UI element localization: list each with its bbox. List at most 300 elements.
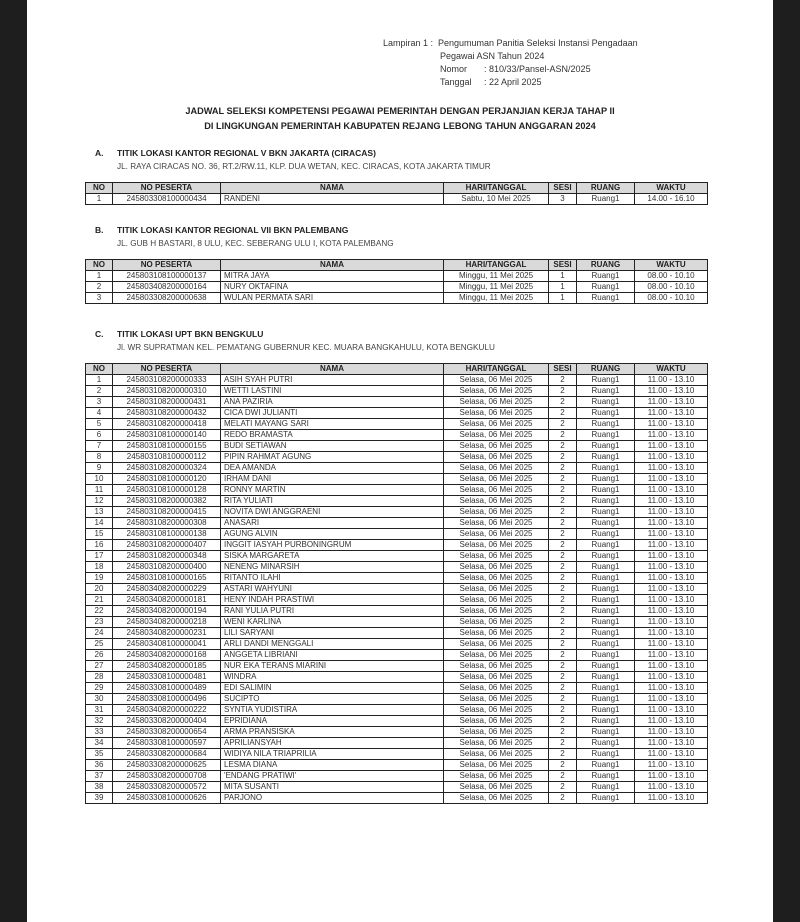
col-no-peserta-cell: 245803308200000404 — [113, 716, 221, 727]
col-no-peserta-cell: 245803308100000489 — [113, 683, 221, 694]
col-no-peserta-cell: 245803108200000432 — [113, 408, 221, 419]
col-ruang-cell: Ruang1 — [577, 727, 635, 738]
col-sesi-cell: 2 — [549, 386, 577, 397]
col-no-peserta-cell: 245803108100000137 — [113, 271, 221, 282]
col-sesi-cell: 2 — [549, 793, 577, 804]
col-no-peserta-header: NO PESERTA — [113, 183, 221, 194]
col-ruang-cell: Ruang1 — [577, 463, 635, 474]
col-hari-tanggal-header: HARI/TANGGAL — [444, 183, 549, 194]
col-hari-tanggal-cell: Selasa, 06 Mei 2025 — [444, 507, 549, 518]
col-nama-cell: ASTARI WAHYUNI — [221, 584, 444, 595]
col-sesi-cell: 2 — [549, 485, 577, 496]
col-hari-tanggal-cell: Selasa, 06 Mei 2025 — [444, 441, 549, 452]
col-ruang-cell: Ruang1 — [577, 650, 635, 661]
col-hari-tanggal-header: HARI/TANGGAL — [444, 260, 549, 271]
col-nama-cell: PARJONO — [221, 793, 444, 804]
table-row — [86, 194, 708, 205]
col-sesi-cell: 2 — [549, 606, 577, 617]
col-waktu-cell: 08.00 - 10.10 — [635, 282, 708, 293]
col-no-cell: 34 — [86, 738, 113, 749]
table-row — [86, 606, 708, 617]
col-sesi-cell: 2 — [549, 595, 577, 606]
table-row — [86, 463, 708, 474]
col-no-peserta-cell: 245803108200000308 — [113, 518, 221, 529]
col-hari-tanggal-cell: Selasa, 06 Mei 2025 — [444, 463, 549, 474]
col-waktu-cell: 11.00 - 13.10 — [635, 441, 708, 452]
schedule-table-b — [85, 259, 708, 304]
col-sesi-cell: 2 — [549, 584, 577, 595]
col-nama-cell: ARLI DANDI MENGGALI — [221, 639, 444, 650]
col-ruang-cell: Ruang1 — [577, 441, 635, 452]
col-nama-cell: EDI SALIMIN — [221, 683, 444, 694]
col-ruang-cell: Ruang1 — [577, 562, 635, 573]
col-ruang-header: RUANG — [577, 260, 635, 271]
col-no-cell: 29 — [86, 683, 113, 694]
col-waktu-cell: 11.00 - 13.10 — [635, 551, 708, 562]
col-no-cell: 1 — [86, 194, 113, 205]
col-nama-cell: WETTI LASTINI — [221, 386, 444, 397]
col-no-peserta-cell: 245803408200000218 — [113, 617, 221, 628]
table-row — [86, 529, 708, 540]
col-hari-tanggal-cell: Selasa, 06 Mei 2025 — [444, 529, 549, 540]
col-waktu-header: WAKTU — [635, 183, 708, 194]
table-row — [86, 628, 708, 639]
col-ruang-cell: Ruang1 — [577, 694, 635, 705]
col-nama-cell: MITRA JAYA — [221, 271, 444, 282]
col-hari-tanggal-cell: Selasa, 06 Mei 2025 — [444, 771, 549, 782]
col-ruang-header: RUANG — [577, 364, 635, 375]
table-row — [86, 507, 708, 518]
col-no-peserta-cell: 245803308200000708 — [113, 771, 221, 782]
col-sesi-cell: 2 — [549, 683, 577, 694]
col-no-cell: 3 — [86, 397, 113, 408]
col-sesi-cell: 2 — [549, 452, 577, 463]
col-waktu-cell: 11.00 - 13.10 — [635, 738, 708, 749]
col-hari-tanggal-cell: Selasa, 06 Mei 2025 — [444, 683, 549, 694]
col-no-cell: 1 — [86, 375, 113, 386]
col-hari-tanggal-cell: Selasa, 06 Mei 2025 — [444, 562, 549, 573]
col-no-cell: 37 — [86, 771, 113, 782]
col-waktu-cell: 11.00 - 13.10 — [635, 749, 708, 760]
col-no-peserta-cell: 245803308200000638 — [113, 293, 221, 304]
col-waktu-cell: 11.00 - 13.10 — [635, 452, 708, 463]
lampiran-line2: Pegawai ASN Tahun 2024 — [440, 51, 545, 61]
col-waktu-cell: 11.00 - 13.10 — [635, 617, 708, 628]
col-no-cell: 20 — [86, 584, 113, 595]
col-ruang-cell: Ruang1 — [577, 705, 635, 716]
attachment-header — [383, 37, 638, 89]
col-nama-cell: DEA AMANDA — [221, 463, 444, 474]
table-row — [86, 397, 708, 408]
col-no-cell: 6 — [86, 430, 113, 441]
col-sesi-header: SESI — [549, 364, 577, 375]
col-hari-tanggal-cell: Selasa, 06 Mei 2025 — [444, 386, 549, 397]
col-no-peserta-cell: 245803308200000572 — [113, 782, 221, 793]
table-row — [86, 430, 708, 441]
col-hari-tanggal-cell: Selasa, 06 Mei 2025 — [444, 782, 549, 793]
col-no-peserta-cell: 245803408200000168 — [113, 650, 221, 661]
col-nama-cell: WULAN PERMATA SARI — [221, 293, 444, 304]
col-no-peserta-cell: 245803408200000229 — [113, 584, 221, 595]
col-ruang-header: RUANG — [577, 183, 635, 194]
col-ruang-cell: Ruang1 — [577, 782, 635, 793]
col-no-peserta-cell: 245803308200000625 — [113, 760, 221, 771]
col-waktu-cell: 11.00 - 13.10 — [635, 694, 708, 705]
col-waktu-cell: 11.00 - 13.10 — [635, 705, 708, 716]
col-no-peserta-cell: 245803308200000684 — [113, 749, 221, 760]
col-ruang-cell: Ruang1 — [577, 474, 635, 485]
col-hari-tanggal-cell: Selasa, 06 Mei 2025 — [444, 628, 549, 639]
col-ruang-cell: Ruang1 — [577, 397, 635, 408]
col-no-peserta-cell: 245803108100000165 — [113, 573, 221, 584]
col-no-cell: 21 — [86, 595, 113, 606]
col-nama-cell: LESMA DIANA — [221, 760, 444, 771]
col-sesi-cell: 2 — [549, 518, 577, 529]
table-row — [86, 441, 708, 452]
col-no-cell: 8 — [86, 452, 113, 463]
col-ruang-cell: Ruang1 — [577, 639, 635, 650]
col-nama-cell: SISKA MARGARETA — [221, 551, 444, 562]
col-no-cell: 3 — [86, 293, 113, 304]
col-no-peserta-cell: 245803108200000407 — [113, 540, 221, 551]
col-no-peserta-cell: 245803108200000382 — [113, 496, 221, 507]
col-ruang-cell: Ruang1 — [577, 496, 635, 507]
nomor-value: : 810/33/Pansel-ASN/2025 — [484, 64, 591, 74]
col-no-peserta-cell: 245803108200000324 — [113, 463, 221, 474]
col-nama-cell: WINDRA — [221, 672, 444, 683]
col-nama-cell: REDO BRAMASTA — [221, 430, 444, 441]
col-hari-tanggal-cell: Selasa, 06 Mei 2025 — [444, 419, 549, 430]
col-no-cell: 27 — [86, 661, 113, 672]
col-no-cell: 15 — [86, 529, 113, 540]
col-hari-tanggal-cell: Minggu, 11 Mei 2025 — [444, 271, 549, 282]
col-hari-tanggal-cell: Minggu, 11 Mei 2025 — [444, 282, 549, 293]
col-nama-cell: RITA YULIATI — [221, 496, 444, 507]
col-nama-cell: ASIH SYAH PUTRI — [221, 375, 444, 386]
table-header-row — [86, 260, 708, 271]
col-no-cell: 38 — [86, 782, 113, 793]
col-ruang-cell: Ruang1 — [577, 793, 635, 804]
table-row — [86, 419, 708, 430]
table-row — [86, 793, 708, 804]
col-nama-cell: CICA DWI JULIANTI — [221, 408, 444, 419]
col-hari-tanggal-cell: Selasa, 06 Mei 2025 — [444, 661, 549, 672]
table-row — [86, 496, 708, 507]
col-nama-header: NAMA — [221, 260, 444, 271]
col-hari-tanggal-cell: Selasa, 06 Mei 2025 — [444, 397, 549, 408]
col-nama-cell: NURY OKTAFINA — [221, 282, 444, 293]
col-sesi-cell: 2 — [549, 375, 577, 386]
col-hari-tanggal-cell: Selasa, 06 Mei 2025 — [444, 606, 549, 617]
table-row — [86, 595, 708, 606]
col-no-peserta-cell: 245803108100000138 — [113, 529, 221, 540]
col-no-peserta-cell: 245803408200000194 — [113, 606, 221, 617]
col-hari-tanggal-cell: Selasa, 06 Mei 2025 — [444, 496, 549, 507]
col-waktu-cell: 08.00 - 10.10 — [635, 293, 708, 304]
col-no-header: NO — [86, 364, 113, 375]
col-sesi-cell: 1 — [549, 271, 577, 282]
col-nama-cell: LILI SARYANI — [221, 628, 444, 639]
col-no-cell: 28 — [86, 672, 113, 683]
col-waktu-cell: 11.00 - 13.10 — [635, 716, 708, 727]
col-waktu-cell: 11.00 - 13.10 — [635, 672, 708, 683]
table-row — [86, 639, 708, 650]
section-title: TITIK LOKASI KANTOR REGIONAL V BKN JAKARTA (CIRACAS) — [117, 148, 376, 158]
col-sesi-cell: 2 — [549, 419, 577, 430]
col-no-cell: 4 — [86, 408, 113, 419]
section-b-heading — [95, 225, 348, 235]
col-waktu-cell: 11.00 - 13.10 — [635, 408, 708, 419]
table-row — [86, 672, 708, 683]
col-ruang-cell: Ruang1 — [577, 584, 635, 595]
col-no-cell: 22 — [86, 606, 113, 617]
col-no-cell: 39 — [86, 793, 113, 804]
document-title-line1: JADWAL SELEKSI KOMPETENSI PEGAWAI PEMERINTAH DENGAN PERJANJIAN KERJA TAHAP II — [185, 106, 615, 116]
col-no-peserta-cell: 245803108200000415 — [113, 507, 221, 518]
col-sesi-cell: 2 — [549, 474, 577, 485]
col-waktu-cell: 11.00 - 13.10 — [635, 485, 708, 496]
col-nama-cell: RANDENI — [221, 194, 444, 205]
col-sesi-cell: 1 — [549, 293, 577, 304]
col-waktu-cell: 11.00 - 13.10 — [635, 529, 708, 540]
col-ruang-cell: Ruang1 — [577, 573, 635, 584]
col-ruang-cell: Ruang1 — [577, 738, 635, 749]
schedule-table-a — [85, 182, 708, 205]
table-row — [86, 727, 708, 738]
col-no-peserta-cell: 245803108200000333 — [113, 375, 221, 386]
col-no-peserta-header: NO PESERTA — [113, 260, 221, 271]
table-row — [86, 650, 708, 661]
col-nama-cell: SUCIPTO — [221, 694, 444, 705]
col-nama-cell: ARMA PRANSISKA — [221, 727, 444, 738]
col-no-cell: 18 — [86, 562, 113, 573]
table-row — [86, 386, 708, 397]
col-sesi-cell: 2 — [549, 573, 577, 584]
col-hari-tanggal-cell: Selasa, 06 Mei 2025 — [444, 793, 549, 804]
col-sesi-cell: 2 — [549, 430, 577, 441]
table-row — [86, 749, 708, 760]
table-row — [86, 716, 708, 727]
col-no-peserta-cell: 245803408100000041 — [113, 639, 221, 650]
col-no-peserta-cell: 245803308100000597 — [113, 738, 221, 749]
col-no-peserta-cell: 245803108100000155 — [113, 441, 221, 452]
col-waktu-cell: 08.00 - 10.10 — [635, 271, 708, 282]
col-no-cell: 14 — [86, 518, 113, 529]
col-nama-cell: SYNTIA YUDISTIRA — [221, 705, 444, 716]
table-row — [86, 782, 708, 793]
col-sesi-cell: 2 — [549, 650, 577, 661]
col-no-cell: 7 — [86, 441, 113, 452]
col-ruang-cell: Ruang1 — [577, 507, 635, 518]
col-sesi-header: SESI — [549, 183, 577, 194]
col-no-peserta-cell: 245803408200000231 — [113, 628, 221, 639]
col-nama-cell: PIPIN RAHMAT AGUNG — [221, 452, 444, 463]
col-no-cell: 16 — [86, 540, 113, 551]
col-nama-cell: WIDIYA NILA TRIAPRILIA — [221, 749, 444, 760]
col-no-cell: 36 — [86, 760, 113, 771]
col-nama-cell: BUDI SETIAWAN — [221, 441, 444, 452]
col-hari-tanggal-cell: Selasa, 06 Mei 2025 — [444, 672, 549, 683]
col-no-peserta-cell: 245803108200000310 — [113, 386, 221, 397]
section-title: TITIK LOKASI UPT BKN BENGKULU — [117, 329, 264, 339]
section-letter: B. — [95, 225, 104, 235]
col-nama-cell: ANASARI — [221, 518, 444, 529]
col-no-cell: 2 — [86, 386, 113, 397]
col-ruang-cell: Ruang1 — [577, 749, 635, 760]
col-ruang-cell: Ruang1 — [577, 529, 635, 540]
col-hari-tanggal-cell: Minggu, 11 Mei 2025 — [444, 293, 549, 304]
col-nama-cell: MITA SUSANTI — [221, 782, 444, 793]
table-row — [86, 485, 708, 496]
col-nama-cell: EPRIDIANA — [221, 716, 444, 727]
col-waktu-cell: 11.00 - 13.10 — [635, 375, 708, 386]
col-waktu-cell: 11.00 - 13.10 — [635, 430, 708, 441]
table-row — [86, 661, 708, 672]
col-sesi-cell: 2 — [549, 463, 577, 474]
col-hari-tanggal-cell: Selasa, 06 Mei 2025 — [444, 716, 549, 727]
nomor-label: Nomor — [440, 64, 468, 74]
col-waktu-cell: 11.00 - 13.10 — [635, 628, 708, 639]
col-sesi-cell: 2 — [549, 760, 577, 771]
col-waktu-cell: 11.00 - 13.10 — [635, 595, 708, 606]
col-no-cell: 31 — [86, 705, 113, 716]
col-hari-tanggal-cell: Selasa, 06 Mei 2025 — [444, 485, 549, 496]
col-ruang-cell: Ruang1 — [577, 540, 635, 551]
col-waktu-header: WAKTU — [635, 260, 708, 271]
table-header-row — [86, 183, 708, 194]
col-sesi-cell: 2 — [549, 639, 577, 650]
col-no-peserta-cell: 245803108100000120 — [113, 474, 221, 485]
lampiran-line1: Pengumuman Panitia Seleksi Instansi Pengadaan — [438, 38, 638, 48]
col-nama-cell: 'ENDANG PRATIWI' — [221, 771, 444, 782]
col-ruang-cell: Ruang1 — [577, 375, 635, 386]
col-hari-tanggal-cell: Selasa, 06 Mei 2025 — [444, 639, 549, 650]
col-sesi-cell: 2 — [549, 617, 577, 628]
col-no-cell: 5 — [86, 419, 113, 430]
col-no-peserta-cell: 245803308100000626 — [113, 793, 221, 804]
col-nama-cell: WENI KARLINA — [221, 617, 444, 628]
table-row — [86, 573, 708, 584]
col-sesi-cell: 1 — [549, 282, 577, 293]
col-waktu-cell: 14.00 - 16.10 — [635, 194, 708, 205]
col-ruang-cell: Ruang1 — [577, 771, 635, 782]
col-ruang-cell: Ruang1 — [577, 430, 635, 441]
col-waktu-cell: 11.00 - 13.10 — [635, 650, 708, 661]
col-waktu-cell: 11.00 - 13.10 — [635, 419, 708, 430]
col-no-peserta-cell: 245803308100000496 — [113, 694, 221, 705]
col-hari-tanggal-cell: Selasa, 06 Mei 2025 — [444, 617, 549, 628]
col-sesi-cell: 2 — [549, 496, 577, 507]
col-waktu-cell: 11.00 - 13.10 — [635, 606, 708, 617]
col-hari-tanggal-cell: Selasa, 06 Mei 2025 — [444, 760, 549, 771]
col-ruang-cell: Ruang1 — [577, 551, 635, 562]
col-sesi-cell: 2 — [549, 771, 577, 782]
col-nama-cell: ANGGETA LIBRIANI — [221, 650, 444, 661]
col-no-peserta-header: NO PESERTA — [113, 364, 221, 375]
col-nama-header: NAMA — [221, 364, 444, 375]
col-waktu-cell: 11.00 - 13.10 — [635, 683, 708, 694]
col-no-cell: 23 — [86, 617, 113, 628]
tanggal-value: : 22 April 2025 — [484, 77, 542, 87]
col-ruang-cell: Ruang1 — [577, 628, 635, 639]
col-nama-cell: MELATI MAYANG SARI — [221, 419, 444, 430]
col-hari-tanggal-cell: Selasa, 06 Mei 2025 — [444, 595, 549, 606]
col-waktu-cell: 11.00 - 13.10 — [635, 584, 708, 595]
col-waktu-cell: 11.00 - 13.10 — [635, 727, 708, 738]
col-no-peserta-cell: 245803108200000348 — [113, 551, 221, 562]
col-ruang-cell: Ruang1 — [577, 595, 635, 606]
col-hari-tanggal-cell: Selasa, 06 Mei 2025 — [444, 375, 549, 386]
table-row — [86, 474, 708, 485]
col-sesi-header: SESI — [549, 260, 577, 271]
table-row — [86, 760, 708, 771]
col-ruang-cell: Ruang1 — [577, 716, 635, 727]
col-no-peserta-cell: 245803108200000418 — [113, 419, 221, 430]
col-no-cell: 2 — [86, 282, 113, 293]
col-waktu-cell: 11.00 - 13.10 — [635, 760, 708, 771]
col-hari-tanggal-cell: Selasa, 06 Mei 2025 — [444, 474, 549, 485]
col-nama-cell: APRILIANSYAH — [221, 738, 444, 749]
lampiran-label: Lampiran 1 : — [383, 38, 434, 48]
col-waktu-cell: 11.00 - 13.10 — [635, 639, 708, 650]
section-a-address: JL. RAYA CIRACAS NO. 36, RT.2/RW.11, KLP. DUA WETAN, KEC. CIRACAS, KOTA JAKARTA TIMUR — [117, 162, 491, 171]
col-hari-tanggal-cell: Selasa, 06 Mei 2025 — [444, 727, 549, 738]
col-sesi-cell: 2 — [549, 441, 577, 452]
col-hari-tanggal-cell: Selasa, 06 Mei 2025 — [444, 408, 549, 419]
col-no-peserta-cell: 245803408200000185 — [113, 661, 221, 672]
table-row — [86, 518, 708, 529]
col-nama-cell: AGUNG ALVIN — [221, 529, 444, 540]
col-no-cell: 9 — [86, 463, 113, 474]
col-hari-tanggal-cell: Selasa, 06 Mei 2025 — [444, 551, 549, 562]
col-sesi-cell: 2 — [549, 672, 577, 683]
col-no-peserta-cell: 245803408200000181 — [113, 595, 221, 606]
col-sesi-cell: 2 — [549, 727, 577, 738]
tanggal-label: Tanggal — [440, 77, 472, 87]
col-nama-cell: ANA PAZIRIA — [221, 397, 444, 408]
col-waktu-cell: 11.00 - 13.10 — [635, 562, 708, 573]
col-no-cell: 10 — [86, 474, 113, 485]
col-no-header: NO — [86, 260, 113, 271]
col-no-cell: 33 — [86, 727, 113, 738]
col-sesi-cell: 2 — [549, 694, 577, 705]
table-row — [86, 452, 708, 463]
col-ruang-cell: Ruang1 — [577, 606, 635, 617]
col-no-cell: 32 — [86, 716, 113, 727]
col-no-peserta-cell: 245803408200000164 — [113, 282, 221, 293]
col-waktu-cell: 11.00 - 13.10 — [635, 397, 708, 408]
col-waktu-cell: 11.00 - 13.10 — [635, 793, 708, 804]
col-nama-cell: NENENG MINARSIH — [221, 562, 444, 573]
col-hari-tanggal-cell: Selasa, 06 Mei 2025 — [444, 650, 549, 661]
table-row — [86, 375, 708, 386]
table-row — [86, 562, 708, 573]
col-waktu-cell: 11.00 - 13.10 — [635, 661, 708, 672]
col-nama-cell: RITANTO ILAHI — [221, 573, 444, 584]
col-waktu-cell: 11.00 - 13.10 — [635, 463, 708, 474]
col-no-cell: 1 — [86, 271, 113, 282]
col-ruang-cell: Ruang1 — [577, 452, 635, 463]
col-ruang-cell: Ruang1 — [577, 194, 635, 205]
col-waktu-cell: 11.00 - 13.10 — [635, 496, 708, 507]
table-row — [86, 282, 708, 293]
section-title: TITIK LOKASI KANTOR REGIONAL VII BKN PALEMBANG — [117, 225, 349, 235]
table-row — [86, 683, 708, 694]
col-no-cell: 26 — [86, 650, 113, 661]
col-sesi-cell: 2 — [549, 540, 577, 551]
col-nama-cell: HENY INDAH PRASTIWI — [221, 595, 444, 606]
col-waktu-cell: 11.00 - 13.10 — [635, 518, 708, 529]
